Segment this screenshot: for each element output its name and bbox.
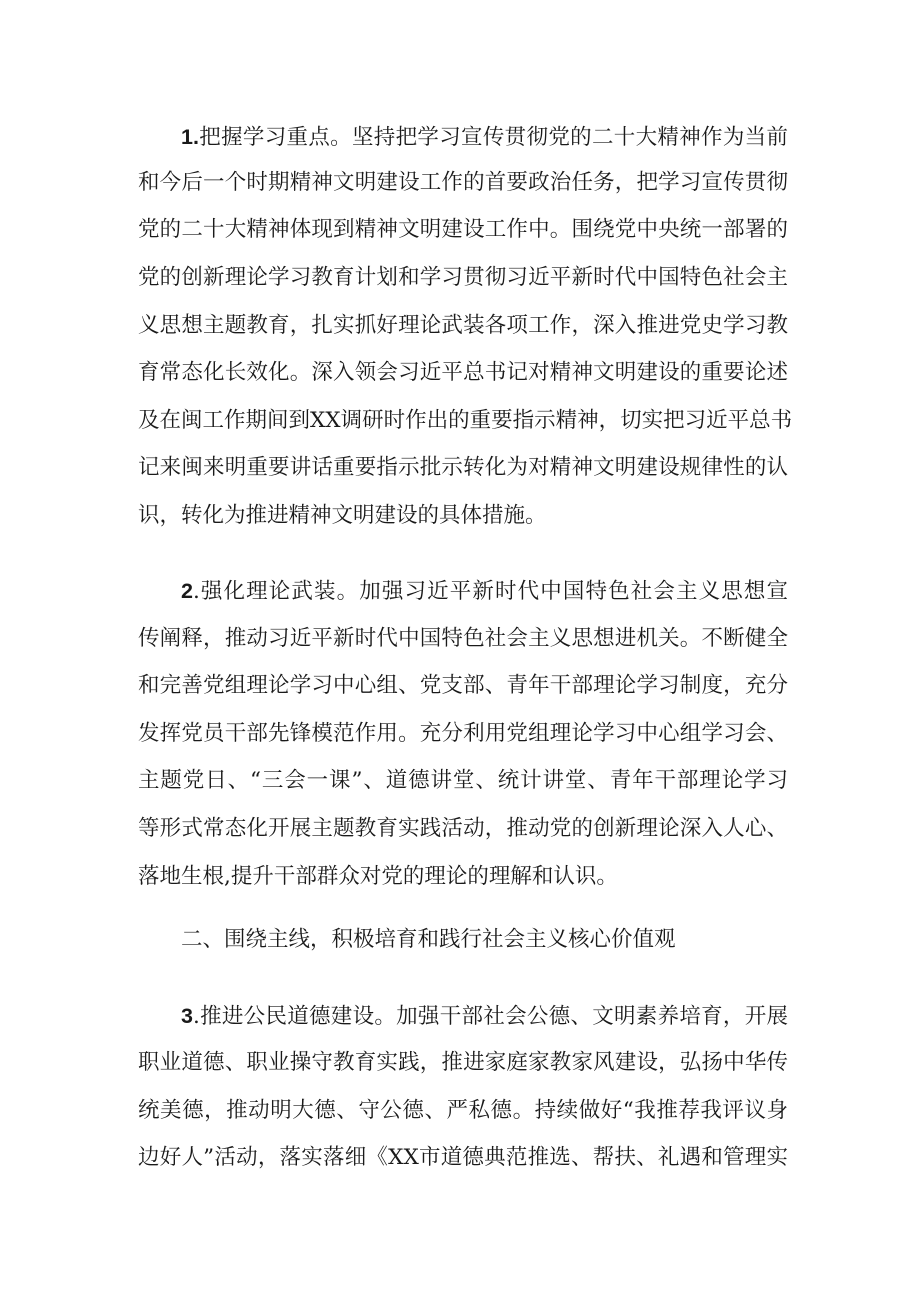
- paragraph-2-line-3: 和完善党组理论学习中心组、党支部、青年干部理论学习制度，充分: [138, 673, 788, 698]
- paragraph-1-line-4: 党的创新理论学习教育计划和学习贯彻习近平新时代中国特色社会主: [138, 265, 788, 290]
- paragraph-1-line-9: 识，转化为推进精神文明建设的具体措施。: [138, 503, 547, 528]
- paragraph-2-number: 2: [181, 579, 193, 603]
- paragraph-2-line-5: 主题党日、“三会一课”、道德讲堂、统计讲堂、青年干部理论学习: [138, 768, 788, 793]
- paragraph-1-line-6: 育常态化长效化。深入领会习近平总书记对精神文明建设的重要论述: [138, 360, 788, 385]
- paragraph-3-line-1-text: .推进公民道德建设。加强干部社会公德、文明素养培育，开展: [192, 1004, 788, 1029]
- paragraph-1-line-5: 义思想主题教育，扎实抓好理论武装各项工作，深入推进党史学习教: [138, 313, 788, 338]
- paragraph-2-line-7: 落地生根,提升干部群众对党的理论的理解和认识。: [138, 864, 618, 889]
- paragraph-2-line-1-text: .强化理论武装。加强习近平新时代中国特色社会主义思想宣: [192, 579, 788, 604]
- paragraph-2-line-4: 发挥党员干部先锋模范作用。充分利用党组理论学习中心组学习会、: [138, 721, 788, 746]
- section-heading: 二、围绕主线，积极培育和践行社会主义核心价值观: [181, 927, 676, 952]
- paragraph-3-number: 3: [181, 1004, 193, 1028]
- paragraph-1-line-7: 及在闽工作期间到XX调研时作出的重要指示精神，切实把习近平总书: [138, 408, 793, 433]
- paragraph-1-number: 1.: [181, 125, 199, 149]
- paragraph-1-line-1: [181, 117, 788, 157]
- paragraph-1-line-3: 党的二十大精神体现到精神文明建设工作中。围绕党中央统一部署的: [138, 217, 788, 242]
- paragraph-1-line-2: 和今后一个时期精神文明建设工作的首要政治任务，把学习宣传贯彻: [138, 170, 788, 195]
- paragraph-2-line-2: 传阐释，推动习近平新时代中国特色社会主义思想进机关。不断健全: [138, 626, 788, 651]
- paragraph-2-line-1: [181, 571, 788, 611]
- paragraph-3-line-3: 统美德，推动明大德、守公德、严私德。持续做好“我推荐我评议身: [138, 1098, 788, 1123]
- paragraph-3-line-2: 职业道德、职业操守教育实践，推进家庭家教家风建设，弘扬中华传: [138, 1050, 788, 1075]
- paragraph-2-line-6: 等形式常态化开展主题教育实践活动，推动党的创新理论深入人心、: [138, 816, 788, 841]
- paragraph-1-line-8: 记来闽来明重要讲话重要指示批示转化为对精神文明建设规律性的认: [138, 455, 788, 480]
- paragraph-3-line-4: 边好人”活动，落实落细《XX市道德典范推选、帮扶、礼遇和管理实: [138, 1145, 788, 1170]
- paragraph-1-line-1-text: 把握学习重点。坚持把学习宣传贯彻党的二十大精神作为当前: [198, 125, 788, 150]
- paragraph-3-line-1: [181, 996, 788, 1036]
